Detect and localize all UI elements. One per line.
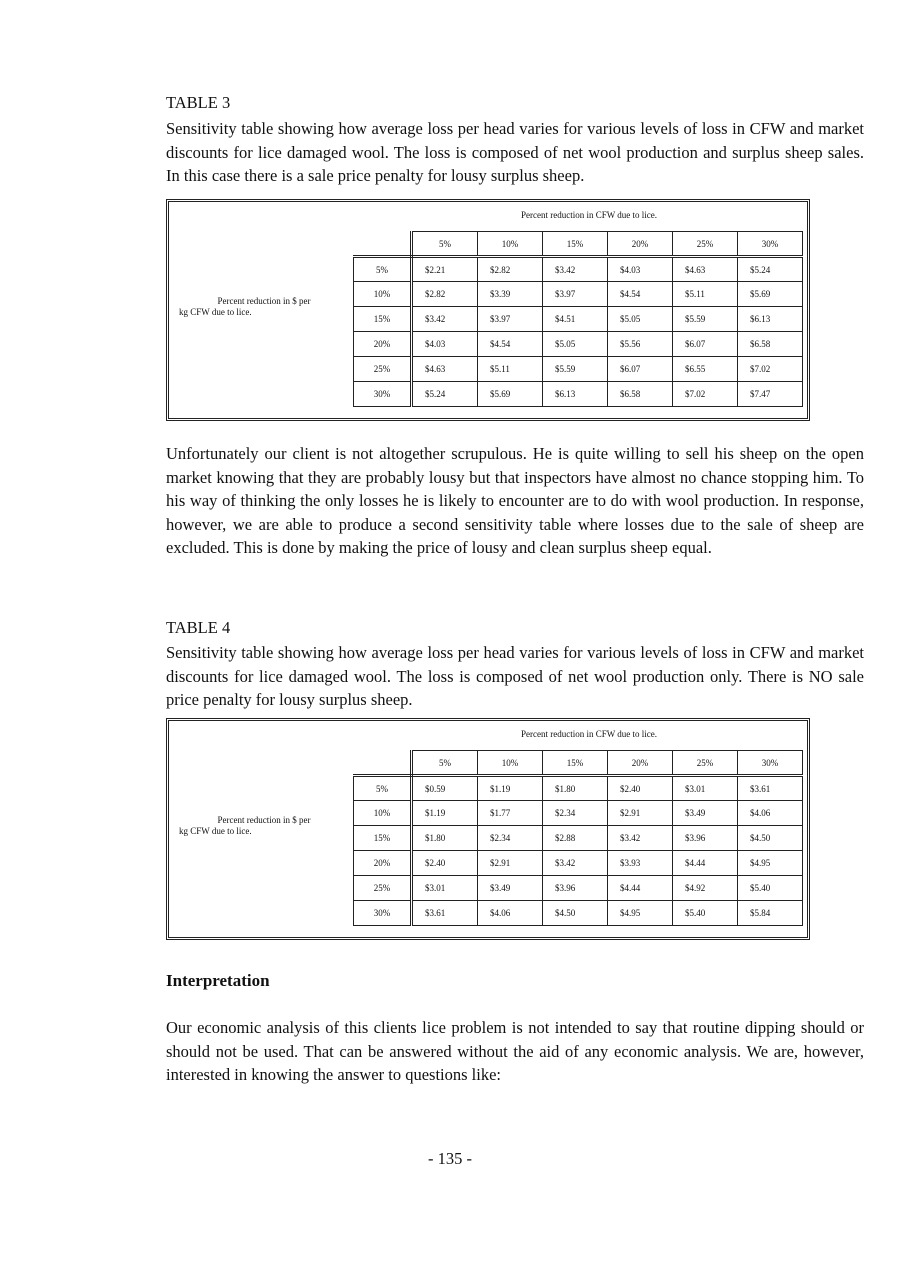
table4-row-header [169,815,349,837]
table-cell: $5.84 [738,901,803,926]
table3-title: TABLE 3 [166,93,231,112]
table4-row-pct: 25% [354,876,412,901]
table-cell: $4.50 [543,901,608,926]
body-paragraph-1: Unfortunately our client is not altogether scrupulous. He is quite willing to sell his sheep on the open market knowing that they are probably lousy but that inspectors have almost no chance stopping him. To his way of thinking the only losses he is likely to encounter are to do with wool production. In response, however, we are able to produce a second sensitivity table where losses due to the sale of sheep are excluded. This is done by making the price of lousy and clean surplus sheep equal. [166,444,864,557]
table3-col-header: 30% [738,232,803,257]
table-cell: $1.80 [543,776,608,801]
table-cell: $6.55 [673,357,738,382]
table-cell: $1.19 [412,801,478,826]
table4-row-pct: 30% [354,901,412,926]
table3-row-pct: 15% [354,307,412,332]
table-cell: $3.61 [738,776,803,801]
table-cell: $3.49 [673,801,738,826]
table-cell: $2.21 [412,257,478,282]
table-cell: $5.11 [673,282,738,307]
table-row [354,826,803,851]
table-cell: $6.58 [738,332,803,357]
table-cell: $4.95 [738,851,803,876]
table3-column-header: Percent reduction in CFW due to lice. [520,210,658,220]
table3-grid [353,231,803,407]
table-cell: $4.06 [478,901,543,926]
table-cell: $2.91 [478,851,543,876]
table-cell: $4.54 [478,332,543,357]
table-row [354,257,803,282]
table-cell: $0.59 [412,776,478,801]
table-cell: $5.69 [738,282,803,307]
table-cell: $7.02 [738,357,803,382]
table-row [354,876,803,901]
table4-col-header: 30% [738,751,803,776]
page-number: - 135 - [428,1149,472,1168]
table4-col-header: 10% [478,751,543,776]
table-cell: $3.01 [412,876,478,901]
table3-row-pct: 25% [354,357,412,382]
table-cell: $1.19 [478,776,543,801]
table-cell: $5.40 [673,901,738,926]
table-cell: $4.92 [673,876,738,901]
table-row [354,776,803,801]
table4-col-header: 15% [543,751,608,776]
table4-title: TABLE 4 [166,618,231,637]
table3-col-header: 15% [543,232,608,257]
table-cell: $5.24 [738,257,803,282]
table-cell: $2.34 [543,801,608,826]
table-cell: $3.93 [608,851,673,876]
table4-col-header: 5% [412,751,478,776]
table4-col-header: 25% [673,751,738,776]
section-heading-interpretation: Interpretation [166,971,270,990]
table3-row-pct: 20% [354,332,412,357]
table-cell: $2.34 [478,826,543,851]
table3-row-pct: 10% [354,282,412,307]
table-cell: $7.47 [738,382,803,407]
table3-col-header: 20% [608,232,673,257]
table-cell: $4.95 [608,901,673,926]
table-cell: $2.40 [412,851,478,876]
table4-row-pct: 20% [354,851,412,876]
table4-col-header: 20% [608,751,673,776]
table3-row-header [169,296,349,318]
table-cell: $5.05 [608,307,673,332]
table-cell: $5.11 [478,357,543,382]
table-cell: $3.01 [673,776,738,801]
table-cell: $3.96 [543,876,608,901]
table-row [354,382,803,407]
table4-caption: Sensitivity table showing how average loss per head varies for various levels of loss in CFW and market discounts for lice damaged wool. The loss is composed of net wool production only. There is NO sale price penalty for lousy surplus sheep. [166,643,864,709]
table-cell: $6.07 [608,357,673,382]
table-cell: $4.63 [673,257,738,282]
table-cell: $5.24 [412,382,478,407]
table-cell: $1.77 [478,801,543,826]
table-cell: $1.80 [412,826,478,851]
table-row [354,332,803,357]
table3-row-pct: 5% [354,257,412,282]
table-cell: $6.13 [738,307,803,332]
table4-grid [353,750,803,926]
table-cell: $4.03 [608,257,673,282]
table-cell: $5.69 [478,382,543,407]
table4-column-header: Percent reduction in CFW due to lice. [520,729,658,739]
table-cell: $7.02 [673,382,738,407]
table-cell: $3.42 [543,851,608,876]
table4-row-pct: 5% [354,776,412,801]
table-cell: $2.40 [608,776,673,801]
body-paragraph-2: Our economic analysis of this clients lice problem is not intended to say that routine dipping should or should not be used. That can be answered without the aid of any economic analysis. We are, however, interested in knowing the answer to questions like: [166,1018,864,1084]
table-row [354,801,803,826]
table-cell: $6.58 [608,382,673,407]
table-cell: $4.63 [412,357,478,382]
table3-col-header: 10% [478,232,543,257]
table-cell: $3.97 [543,282,608,307]
table-row [354,901,803,926]
table-cell: $2.88 [543,826,608,851]
table4 [166,718,810,940]
table-cell: $2.82 [478,257,543,282]
table-cell: $4.50 [738,826,803,851]
table3-row-header-line2: kg CFW due to lice. [179,307,252,317]
table-cell: $4.51 [543,307,608,332]
table-cell: $5.05 [543,332,608,357]
table-cell: $3.97 [478,307,543,332]
table4-row-pct: 10% [354,801,412,826]
table-cell: $3.39 [478,282,543,307]
table4-row-header-line1: Percent reduction in $ per [217,815,311,825]
table4-row-pct: 15% [354,826,412,851]
table3-caption: Sensitivity table showing how average loss per head varies for various levels of loss in CFW and market discounts for lice damaged wool. The loss is composed of net wool production and surplus sheep sales. In this case there is a sale price penalty for lousy surplus sheep. [166,119,864,185]
table-cell: $4.44 [608,876,673,901]
table3-col-header: 5% [412,232,478,257]
table-cell: $4.44 [673,851,738,876]
table-row [354,851,803,876]
table-cell: $5.56 [608,332,673,357]
table3-row-pct: 30% [354,382,412,407]
table-cell: $3.42 [543,257,608,282]
table-cell: $3.61 [412,901,478,926]
table3-row-header-line1: Percent reduction in $ per [217,296,311,306]
table-cell: $3.42 [412,307,478,332]
table-cell: $6.07 [673,332,738,357]
table-cell: $5.40 [738,876,803,901]
table3-col-header: 25% [673,232,738,257]
table-cell: $4.54 [608,282,673,307]
table-cell: $2.82 [412,282,478,307]
table-cell: $3.49 [478,876,543,901]
table-row [354,307,803,332]
table-row [354,357,803,382]
table4-row-header-line2: kg CFW due to lice. [179,826,252,836]
table-cell: $2.91 [608,801,673,826]
table-cell: $4.03 [412,332,478,357]
table-row [354,282,803,307]
table3 [166,199,810,421]
table-cell: $6.13 [543,382,608,407]
table-cell: $3.96 [673,826,738,851]
table-cell: $5.59 [543,357,608,382]
table-cell: $3.42 [608,826,673,851]
table-cell: $4.06 [738,801,803,826]
table-cell: $5.59 [673,307,738,332]
